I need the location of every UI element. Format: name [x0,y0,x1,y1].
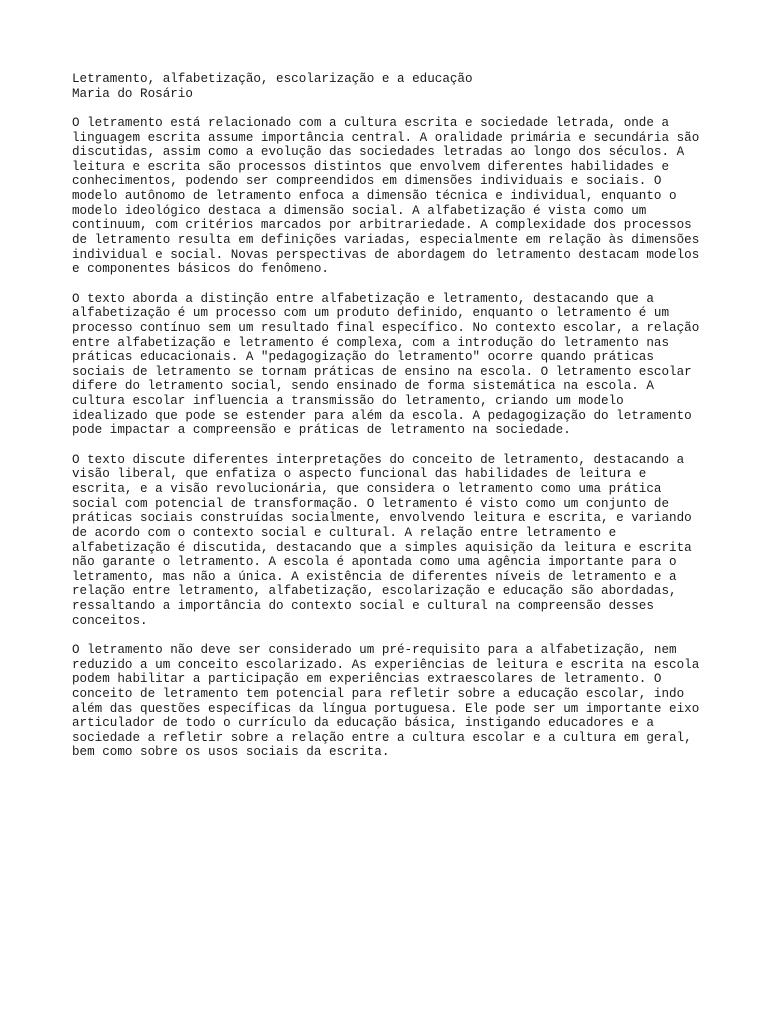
paragraph [72,116,712,277]
document-page [72,72,712,760]
paragraph-line: letramento, mas não a única. A existência de diferentes níveis de letramento e a [72,569,677,584]
document-title: Letramento, alfabetização, escolarização e a educação [72,72,473,86]
document-body [72,101,712,760]
paragraph-line: O letramento não deve ser considerado um pré-requisito para a alfabetização, nem [72,642,677,657]
paragraph-line: bem como sobre os usos sociais da escrita. [72,745,390,760]
paragraph-line: O texto aborda a distinção entre alfabetização e letramento, destacando que a [72,291,654,306]
paragraph-line: cultura escolar influencia a transmissão do letramento, criando um modelo [72,394,624,409]
paragraph-line: leitura e escrita são processos distintos que envolvem diferentes habilidades e [72,159,670,174]
paragraph-line: reduzido a um conceito escolarizado. As experiências de leitura e escrita na escola [72,657,700,672]
paragraph [72,643,712,760]
paragraph-line: não garante o letramento. A escola é apontada como uma agência importante para o [72,555,677,570]
paragraph-line: e componentes básicos do fenômeno. [72,262,329,277]
paragraph-line: alfabetização é discutida, destacando que a simples aquisição da leitura e escrita [72,540,692,555]
paragraph-line: entre alfabetização e letramento é complexa, com a introdução do letramento nas [72,335,670,350]
paragraph-spacer [72,628,712,643]
paragraph-spacer [72,438,712,453]
paragraph [72,292,712,438]
document-header [72,72,712,101]
paragraph-line: pode impactar a compreensão e práticas de letramento na sociedade. [72,423,571,438]
paragraph-line: conceito de letramento tem potencial para refletir sobre a educação escolar, indo [72,686,685,701]
paragraph-line: alfabetização é um processo com um produto definido, enquanto o letramento é um [72,306,670,321]
paragraph-line: sociedade a refletir sobre a relação entre a cultura escolar e a cultura em geral, [72,730,692,745]
paragraph-line: continuum, com critérios marcados por arbitrariedade. A complexidade dos processos [72,218,692,233]
paragraph-line: difere do letramento social, sendo ensinado de forma sistemática na escola. A [72,379,654,394]
paragraph-line: O letramento está relacionado com a cultura escrita e sociedade letrada, onde a [72,115,670,130]
paragraph-line: de acordo com o contexto social e cultural. A relação entre letramento e [72,525,617,540]
paragraph-line: podem habilitar a participação em experiências extraescolares de letramento. O [72,672,662,687]
document-author: Maria do Rosário [72,86,193,101]
paragraph-line: processo contínuo sem um resultado final específico. No contexto escolar, a relação [72,320,700,335]
paragraph-line: individual e social. Novas perspectivas de abordagem do letramento destacam modelos [72,247,700,262]
paragraph-line: conceitos. [72,613,148,628]
paragraph-line: social com potencial de transformação. O letramento é visto como um conjunto de [72,496,670,511]
paragraph-line: sociais de letramento se tornam práticas de ensino na escola. O letramento escolar [72,364,692,379]
paragraph-line: práticas educacionais. A "pedagogização do letramento" ocorre quando práticas [72,350,654,365]
paragraph-line: práticas sociais construídas socialmente, envolvendo leitura e escrita, e variando [72,511,692,526]
paragraph-line: escrita, e a visão revolucionária, que considera o letramento como uma prática [72,481,662,496]
paragraph-line: O texto discute diferentes interpretações do conceito de letramento, destacando a [72,452,685,467]
paragraph-spacer [72,101,712,116]
paragraph-line: modelo autônomo de letramento enfoca a dimensão técnica e individual, enquanto o [72,189,677,204]
paragraph-line: visão liberal, que enfatiza o aspecto funcional das habilidades de leitura e [72,467,647,482]
paragraph-line: linguagem escrita assume importância central. A oralidade primária e secundária são [72,130,700,145]
paragraph-line: discutidas, assim como a evolução das sociedades letradas ao longo dos séculos. A [72,145,685,160]
paragraph-line: além das questões específicas da língua portuguesa. Ele pode ser um importante eixo [72,701,700,716]
paragraph-line: conhecimentos, podendo ser compreendidos em dimensões individuais e sociais. O [72,174,662,189]
paragraph-line: ressaltando a importância do contexto social e cultural na compreensão desses [72,599,654,614]
paragraph-line: idealizado que pode se estender para além da escola. A pedagogização do letramento [72,408,692,423]
paragraph-line: articulador de todo o currículo da educação básica, instigando educadores e a [72,716,654,731]
paragraph [72,453,712,629]
paragraph-line: relação entre letramento, alfabetização, escolarização e educação são abordadas, [72,584,677,599]
paragraph-spacer [72,277,712,292]
paragraph-line: de letramento resulta em definições variadas, especialmente em relação às dimensões [72,233,700,248]
paragraph-line: modelo ideológico destaca a dimensão social. A alfabetização é vista como um [72,203,647,218]
